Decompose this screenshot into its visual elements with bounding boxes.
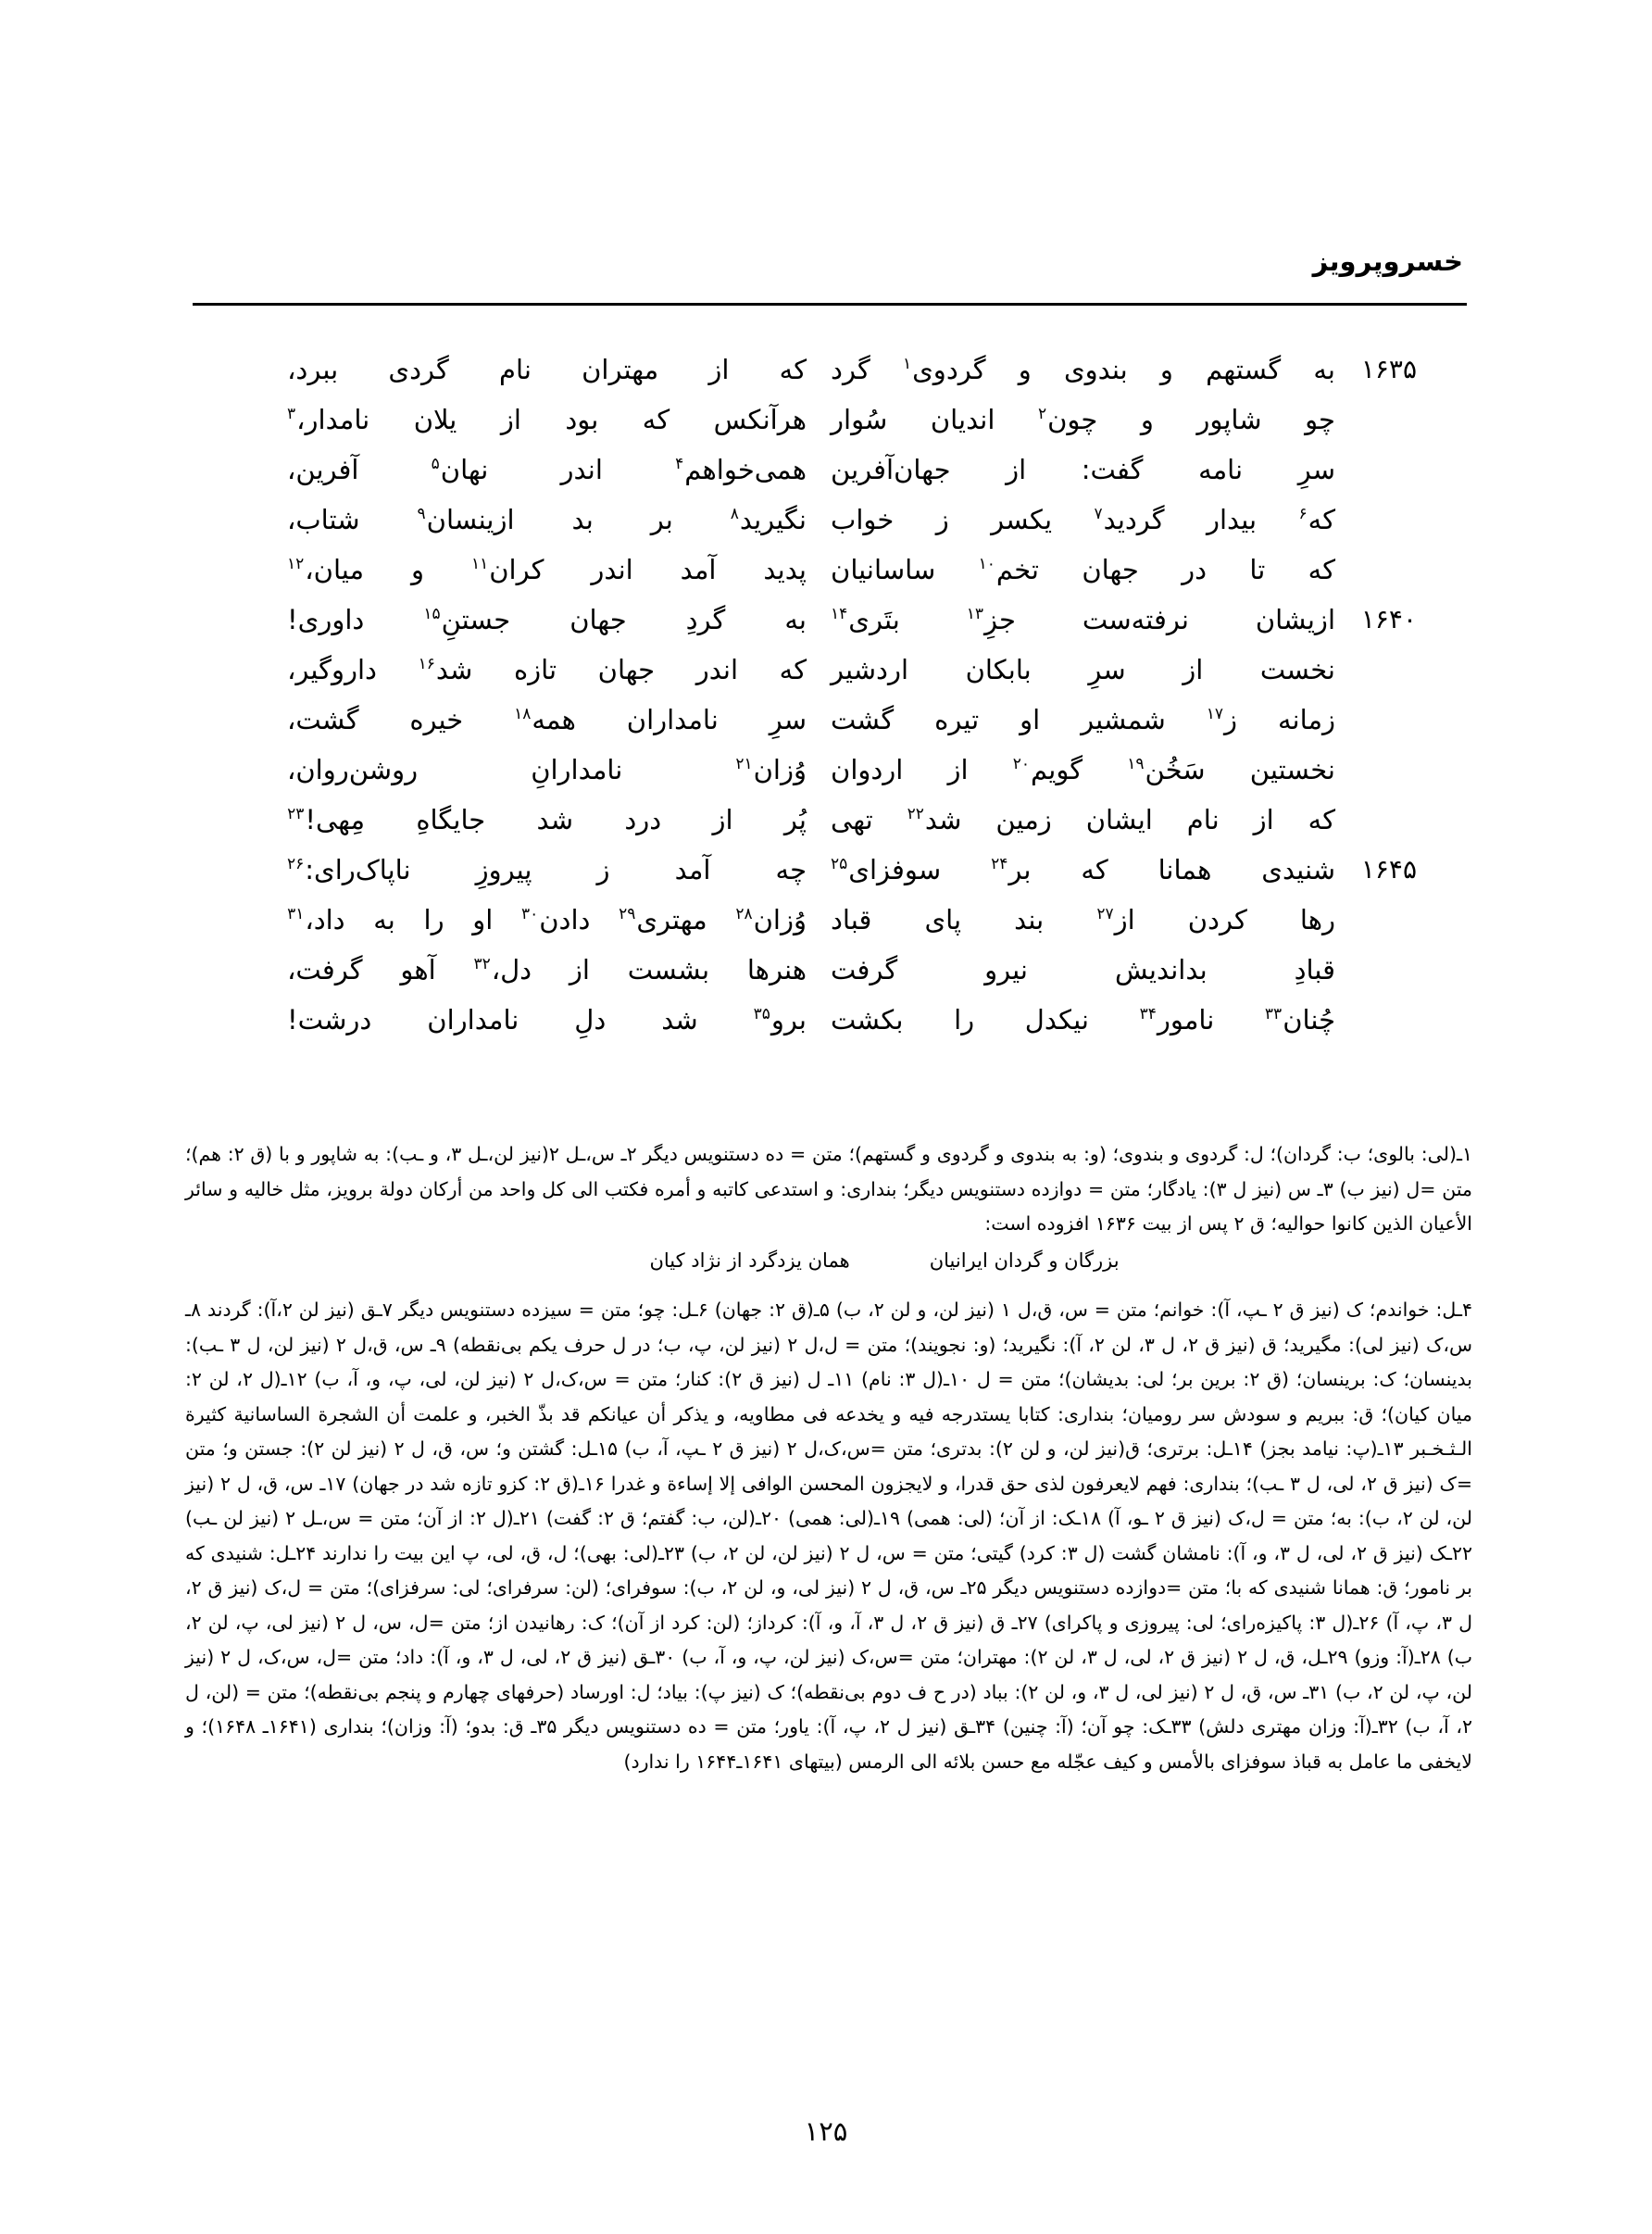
verse-word: نامه [1198, 454, 1244, 485]
verse-word: نخست [1259, 654, 1335, 685]
hemistich-left [278, 395, 807, 445]
verse-word: از [500, 404, 521, 435]
verse-word: ساسانیان [831, 554, 936, 585]
verse-word: گفت: [1081, 454, 1144, 485]
verse-word: داوری! [287, 604, 365, 635]
footnote-marker: ۱۶ [418, 655, 435, 674]
footnote-marker: ۲۱ [735, 755, 753, 774]
verse-word: جهان [569, 604, 627, 635]
footnote-marker: ۸ [730, 505, 739, 524]
verse-word: بر [650, 504, 673, 535]
footnote-marker: ۱۷ [1206, 705, 1224, 724]
verse-word: را [423, 904, 444, 935]
verse-word: از [1253, 804, 1274, 835]
footnote-marker: ۶ [1298, 505, 1308, 524]
running-head [193, 245, 1467, 306]
verse-word: سرِ [1088, 654, 1126, 685]
verse-couplet [278, 745, 1417, 795]
verse-word: همی‌خواهم$^۴$ [675, 454, 807, 485]
footnote-marker: ۱۳ [966, 605, 984, 624]
hemistich-right [807, 495, 1335, 545]
verse-couplet [278, 495, 1417, 545]
hemistich-left [278, 745, 807, 795]
verse-word: از [1183, 654, 1204, 685]
hemistich-left [278, 995, 807, 1045]
apparatus-inserted-couplet [185, 1244, 1472, 1279]
verse-word: جهان [1082, 554, 1139, 585]
verse-word: بابکان [965, 654, 1032, 685]
footnote-marker: ۲۶ [287, 855, 305, 874]
verse-word: نرفته‌ست [1082, 604, 1189, 635]
verse-word: داروگیر، [287, 654, 377, 685]
verse-word: کردن [1187, 904, 1247, 935]
footnote-marker: ۹ [417, 505, 426, 524]
verse-word: جزِ$^{۱۳}$ [966, 604, 1016, 635]
verse-word: جهان [597, 654, 656, 685]
verse-word: که [642, 404, 670, 435]
verse-word: و [1140, 404, 1154, 435]
footnote-marker: ۲۴ [991, 855, 1008, 874]
verse-word: شنیدی [1261, 854, 1335, 885]
verse-word: وُزان$^{۲۱}$ [735, 754, 807, 785]
verse-word: شد$^{۲۲}$ [907, 804, 962, 835]
verse-word: نگیرید$^۸$ [730, 504, 807, 535]
hemistich-left [278, 945, 807, 995]
verse-word: نامدار،$^۳$ [287, 404, 370, 435]
verse-word: به [1313, 354, 1335, 385]
folio-number: ۱۲۵ [804, 2115, 848, 2147]
verse-word: قبادِ [1294, 954, 1335, 985]
verse-word: تهی [831, 804, 873, 835]
verse-word: ازینسان$^۹$ [417, 504, 515, 535]
hemistich-right [807, 545, 1335, 595]
hemistich-left [278, 595, 807, 645]
footnote-marker: ۷ [1094, 505, 1103, 524]
hemistich-left [278, 445, 807, 495]
inserted-hemistich-right: همان یزدگرد از نژاد کیان [649, 1249, 850, 1272]
footnote-marker: ۱۴ [831, 605, 848, 624]
verse-word: پیروزِ [475, 854, 532, 885]
verse-word: آفرین، [287, 454, 359, 485]
verse-word: که$^۶$ [1298, 504, 1335, 535]
verse-word: قباد [831, 904, 872, 935]
inserted-hemistich-left: بزرگان و گردان ایرانیان [929, 1249, 1120, 1272]
hemistich-right [807, 995, 1335, 1045]
footnote-marker: ۳۰ [520, 905, 539, 924]
verse-word: روشن‌روان، [287, 754, 419, 785]
verse-word: ناپاک‌رای:$^{۲۶}$ [287, 854, 411, 885]
verse-word: جستنِ$^{۱۵}$ [423, 604, 511, 635]
hemistich-right [807, 895, 1335, 945]
critical-apparatus [185, 1137, 1472, 1779]
verse-word: بد [571, 504, 594, 535]
verse-word: گشت، [287, 704, 359, 735]
footnote-marker: ۲۵ [831, 855, 848, 874]
verse-word: اردوان [831, 754, 904, 785]
verse-word: از [569, 954, 590, 985]
verse-couplet [278, 395, 1417, 445]
verse-word: نامور$^{۳۴}$ [1139, 1004, 1215, 1035]
hemistich-right [807, 395, 1335, 445]
hemistich-right [807, 695, 1335, 745]
verse-word: زمین [995, 804, 1052, 835]
verse-word: نهان$^۵$ [431, 454, 489, 485]
verse-couplet [278, 995, 1417, 1045]
verse-word: گردِ [685, 604, 726, 635]
verse-word: به [373, 904, 395, 935]
verse-word: و [1018, 354, 1032, 385]
verse-word: دلِ [574, 1004, 607, 1035]
verse-word: اندر [591, 554, 633, 585]
verse-word: اندر [560, 454, 603, 485]
verse-word: همه$^{۱۸}$ [514, 704, 576, 735]
verse-word: گرد [831, 354, 870, 385]
verse-word: نیکدل [1024, 1004, 1089, 1035]
verse-word: نامداران [626, 704, 719, 735]
footnote-marker: ۲۸ [735, 905, 753, 924]
footnote-marker: ۲۲ [907, 805, 924, 824]
hemistich-left [278, 695, 807, 745]
footnote-marker: ۳۱ [287, 905, 305, 924]
verse-word: آمد [680, 554, 717, 585]
verse-word: تا [1249, 554, 1266, 585]
verse-word: از [947, 754, 969, 785]
hemistich-left [278, 795, 807, 845]
verse-word: پُر [783, 804, 807, 835]
footnote-marker: ۲۷ [1096, 905, 1114, 924]
verse-word: نامداران [427, 1004, 519, 1035]
verse-couplet [278, 595, 1417, 645]
verse-word: که [779, 354, 807, 385]
running-head-title: خسروپرویز [1312, 245, 1463, 277]
hemistich-right [807, 945, 1335, 995]
verse-word: در [1182, 554, 1208, 585]
verse-word: گرفت، [287, 954, 363, 985]
verse-word: به [784, 604, 807, 635]
verse-word: بند [1014, 904, 1045, 935]
verse-couplet [278, 895, 1417, 945]
verse-word: درد [624, 804, 662, 835]
hemistich-right [807, 745, 1335, 795]
verse-word: و [1159, 354, 1173, 385]
verse-word: شمشیر [1081, 704, 1166, 735]
verse-word: ز$^{۱۷}$ [1206, 704, 1238, 735]
verse-word: ز [935, 504, 949, 535]
verse-word: نامدارانِ [531, 754, 623, 785]
verse-word: رها [1299, 904, 1335, 935]
verse-word: شاپور [1196, 404, 1262, 435]
verse-word: گشت [831, 704, 895, 735]
hemistich-left [278, 545, 807, 595]
footnote-marker: ۱۸ [514, 705, 532, 724]
verse-word: سوفزای$^{۲۵}$ [831, 854, 942, 885]
verse-couplet [278, 795, 1417, 845]
footnote-marker: ۱۹ [1127, 755, 1145, 774]
verse-word: نیرو [984, 954, 1028, 985]
verse-word: زمانه [1278, 704, 1335, 735]
verse-word: میان،$^{۱۲}$ [287, 554, 365, 585]
verse-word: هنرها [746, 954, 807, 985]
verse-word: هرآنکس [713, 404, 807, 435]
verse-number: ۱۶۴۰ [1360, 604, 1417, 634]
verse-couplet [278, 645, 1417, 695]
verse-word: گردی [388, 354, 449, 385]
footnote-marker: ۱۲ [287, 555, 305, 574]
verse-word: تیره [934, 704, 980, 735]
verse-word: ببرد، [287, 354, 339, 385]
verse-word: دادن$^{۳۰}$ [520, 904, 591, 935]
verse-word: نام [1186, 804, 1220, 835]
footnote-marker: ۳ [287, 405, 296, 424]
verse-word: از$^{۲۷}$ [1096, 904, 1135, 935]
verse-word: که [1308, 554, 1335, 585]
verse-word: بندوی [1063, 354, 1128, 385]
verse-word: یلان [413, 404, 457, 435]
verse-word: سُوار [831, 404, 888, 435]
verse-word: اردشیر [831, 654, 909, 685]
verse-word: شتاب، [287, 504, 360, 535]
verse-word: گرفت [831, 954, 898, 985]
verse-word: شد [661, 1004, 698, 1035]
hemistich-right [807, 845, 1335, 895]
verse-word: چُنان$^{۳۳}$ [1264, 1004, 1335, 1035]
verse-word: خیره [409, 704, 464, 735]
verse-word: پدید [763, 554, 807, 585]
hemistich-left [278, 495, 807, 545]
verse-word: چو [1305, 404, 1335, 435]
verse-word: تازه [513, 654, 557, 685]
verse-word: آمد [674, 854, 711, 885]
verse-word: گستهم [1206, 354, 1282, 385]
verse-word: خواب [831, 504, 895, 535]
verse-couplet [278, 695, 1417, 745]
verse-word: مهتران [582, 354, 659, 385]
verse-word: از [708, 354, 730, 385]
hemistich-left [278, 845, 807, 895]
verse-word: او [1020, 704, 1041, 735]
verse-word: بکشت [831, 1004, 904, 1035]
hemistich-left [278, 645, 807, 695]
verse-word: از [1006, 454, 1027, 485]
verse-word: سَخُن$^{۱۹}$ [1127, 754, 1206, 785]
footnote-marker: ۳۳ [1264, 1005, 1283, 1024]
verse-word: دل،$^{۳۲}$ [473, 954, 532, 985]
verse-word: آهو [400, 954, 436, 985]
footnote-marker: ۳۵ [753, 1005, 770, 1024]
hemistich-left [278, 895, 807, 945]
verse-couplet [278, 545, 1417, 595]
verse-word: اندر [695, 654, 739, 685]
hemistich-left [278, 345, 807, 395]
hemistich-right [807, 645, 1335, 695]
footnote-marker: ۲۳ [287, 805, 305, 824]
verse-word: نخستین [1249, 754, 1335, 785]
verse-word: که [1081, 854, 1108, 885]
verse-word: برو$^{۳۵}$ [753, 1004, 807, 1035]
verse-word: بود [565, 404, 599, 435]
verse-word: اندیان [930, 404, 995, 435]
verse-word: تخم$^{۱۰}$ [978, 554, 1039, 585]
footnote-marker: ۱۰ [978, 555, 995, 574]
hemistich-right [807, 345, 1335, 395]
verse-word: پای [924, 904, 962, 935]
verse-word: که [1308, 804, 1335, 835]
verse-number: ۱۶۳۵ [1360, 354, 1417, 384]
verse-word: گردید$^۷$ [1094, 504, 1165, 535]
verse-couplet [278, 945, 1417, 995]
verse-word: شد [536, 804, 574, 835]
header-rule [193, 303, 1467, 306]
footnote-marker: ۱ [902, 355, 912, 374]
verse-word: را [954, 1004, 975, 1035]
verse-word: بشست [627, 954, 710, 985]
verse-word: مِهی!$^{۲۳}$ [287, 804, 366, 835]
verse-word: بر$^{۲۴}$ [991, 854, 1032, 885]
verse-word: یکسر [991, 504, 1053, 535]
verse-word: بتَری$^{۱۴}$ [831, 604, 900, 635]
verse-word: جهان‌آفرین [831, 454, 951, 485]
footnote-marker: ۴ [675, 455, 684, 474]
verse-word: گویم$^{۲۰}$ [1012, 754, 1083, 785]
verse-word: وُزان$^{۲۸}$ [735, 904, 807, 935]
verse-word: ازیشان [1255, 604, 1335, 635]
verse-word: همانا [1158, 854, 1212, 885]
verse-couplet [278, 445, 1417, 495]
verse-number: ۱۶۴۵ [1360, 854, 1417, 885]
verse-word: داد،$^{۳۱}$ [287, 904, 345, 935]
hemistich-right [807, 445, 1335, 495]
verse-word: جایگاهِ [416, 804, 486, 835]
footnote-marker: ۳۲ [473, 955, 491, 974]
verse-word: چه [775, 854, 807, 885]
footnote-marker: ۲۹ [619, 905, 636, 924]
verse-word: سرِ [769, 704, 807, 735]
verse-couplet [278, 345, 1417, 395]
verse-word: شد$^{۱۶}$ [418, 654, 473, 685]
apparatus-paragraph-2: ۴ـل: خواندم؛ ک (نیز ق ۲ ـپ، آ): خوانم؛ متن = س، ق،ل ۱ (نیز لن، و لن ۲، ب) ۵ـ(ق ۲: جهان) ۶ـل: چو؛ متن = سیزده دستنویس دیگر ۷ـق (نیز لن ۲،آ): گردند ۸ـ س،ک (نیز لی): مگیرید؛ ق (نیز ق ۲، ل ۳، لن ۲، آ): نگیرید؛ (و: نجویند)؛ متن = ل،ل ۲ (نیز لن، پ، ب؛ در ل حرف یکم بی‌نقطه) ۹ـ س، ق،ل ۲ (نیز لن، ل ۳ ـب): بدینسان؛ ک: برینسان؛ (ق ۲: برین بر؛ لی: بدیشان)؛ متن = ل ۱۰ـ(ل ۳: نام) ۱۱ـ ل (نیز ق ۲): کنار؛ متن = س،ک،ل ۲ (نیز لن، لی، پ، و، آ، ب) ۱۲ـ(ل ۲، لن ۲: میان کیان)؛ ق: ببریم و سودش سر رومیان؛ بنداری: کتابا یستدرجه فیه و یخدعه فی مطاویه، و یذکر أن عیانکم قد بذّ الخبر، و علمت أن الشجرة الساسانیة کثیرة الـثـخـبر ۱۳ـ(پ: نیامد بجز) ۱۴ـل: برتری؛ ق(نیز لن، و لن ۲): بدتری؛ متن =س،ک،ل ۲ (نیز ق ۲ ـپ، آ، ب) ۱۵ـل: گشتن و؛ س، ق، ل ۲ (نیز لن ۲): جستن و؛ متن =ک (نیز ق ۲، لی، ل ۳ ـب)؛ بنداری: فهم لایعرفون لذی حق قدرا، و لایجزون المحسن الوافی إلا إساءة و غدرا ۱۶ـ(ق ۲: کزو تازه شد در جهان) ۱۷ـ س، ق، ل ۲ (نیز لن، لن ۲، ب): به؛ متن = ل،ک (نیز ق ۲ ـو، آ) ۱۸ـک: از آن؛ (لی: همی) ۱۹ـ(لی: همی) ۲۰ـ(لن، ب: گفتم؛ ق ۲: گفت) ۲۱ـ(ل ۲: از آن؛ متن = س،ـل ۲ (نیز لن ـب) ۲۲ـک (نیز ق ۲، لی، ل ۳، و، آ): نامشان گشت (ل ۳: کرد) گیتی؛ متن = س، ل ۲ (نیز لن، لن ۲، ب) ۲۳ـ(لی: بهی)؛ ل، ق، لی، پ این بیت را ندارند ۲۴ـل: شنیدی که بر نامور؛ ق: همانا شنیدی که با؛ متن =دوازده دستنویس دیگر ۲۵ـ س، ق، ل ۲ (نیز لی، و، لن ۲، ب): سوفرای؛ (لن: سرفرای؛ لی: سرفزای)؛ متن = ل،ک (نیز ق ۲، ل ۳، پ، آ) ۲۶ـ(ل ۳: پاکیزه‌رای؛ لی: پیروزی و پاکرای) ۲۷ـ ق (نیز ق ۲، ل ۳، آ، و، آ): کرداز؛ (لن: کرد از آن)؛ ک: رهانیدن از؛ متن =ل، س، ل ۲ (نیز لی، پ، لن ۲، ب) ۲۸ـ(آ: وزو) ۲۹ـل، ق، ل ۲ (نیز ق ۲، لی، ل ۳، لن ۲): مهتران؛ متن =س،ک (نیز لن، پ، و، آ، ب) ۳۰ـق (نیز ق ۲، لی، ل ۳، و، آ): داد؛ متن =ل، س،ک، ل ۲ (نیز لن، پ، لن ۲، ب) ۳۱ـ س، ق، ل ۲ (نیز لی، ل ۳، و، لن ۲): بباد (در ح ف دوم بی‌نقطه)؛ ک (نیز پ): بیاد؛ ل: اورساد (حرفهای چهارم و پنجم بی‌نقطه)؛ متن = (لن، ل ۲، آ، ب) ۳۲ـ(آ: وزان مهتری دلش) ۳۳ـک: چو آن؛ (آ: چنین) ۳۴ـق (نیز ل ۲، پ، آ): یاور؛ متن = ده دستنویس دیگر ۳۵ـ ق: بدو؛ (آ: وزان)؛ بنداری (۱۶۴۱ـ ۱۶۴۸)؛ و لایخفی ما عامل به قباذ سوفزای بالأمس و کیف عجّله مع حسن بلائه الی الرمس (بیتهای ۱۶۴۱ـ۱۶۴۴ را ندارد) [185, 1299, 1473, 1773]
verse-word: کران$^{۱۱}$ [470, 554, 544, 585]
footnote-marker: ۲۰ [1012, 755, 1030, 774]
footnote-marker: ۲ [1037, 405, 1047, 424]
verse-word: او [472, 904, 494, 935]
verse-word: بداندیش [1114, 954, 1208, 985]
footnote-marker: ۱۵ [423, 605, 441, 624]
verse-word: مهتری$^{۲۹}$ [619, 904, 707, 935]
footnote-marker: ۱۱ [470, 555, 489, 574]
verse-word: از [712, 804, 733, 835]
verse-word: درشت! [287, 1004, 372, 1035]
verse-word: ز [596, 854, 610, 885]
verse-word: ایشان [1085, 804, 1153, 835]
verse-word: گردوی$^۱$ [902, 354, 986, 385]
verse-word: که [779, 654, 807, 685]
footnote-marker: ۳۴ [1139, 1005, 1157, 1024]
footnote-marker: ۵ [431, 455, 440, 474]
apparatus-paragraph-1: ۱ـ(لی: بالوی؛ ب: گردان)؛ ل: گردوی و بندوی؛ (و: به بندوی و گردوی و گستهم)؛ متن = ده دستنویس دیگر ۲ـ س،ـل ۲(نیز لن،ـل ۳، و ـب): به شاپور و با (ق ۲: هم)؛ متن =ل (نیز ب) ۳ـ س (نیز ل ۳): یادگار؛ متن = دوازده دستنویس دیگر؛ بنداری: و استدعی کاتبه و أمره فکتب الی کل واحد من أرکان دولة برویز، مثل خالیه و سائر الأعیان الذین کانوا حوالیه؛ ق ۲ پس از بیت ۱۶۳۶ افزوده است: [185, 1143, 1472, 1235]
hemistich-right [807, 795, 1335, 845]
verse-couplet [278, 845, 1417, 895]
verse-word: سرِ [1297, 454, 1335, 485]
verse-word: چون$^۲$ [1037, 404, 1098, 435]
verse-word: بیدار [1207, 504, 1258, 535]
verse-word: نام [499, 354, 532, 385]
verse-block [278, 345, 1417, 1045]
verse-word: و [411, 554, 425, 585]
hemistich-right [807, 595, 1335, 645]
